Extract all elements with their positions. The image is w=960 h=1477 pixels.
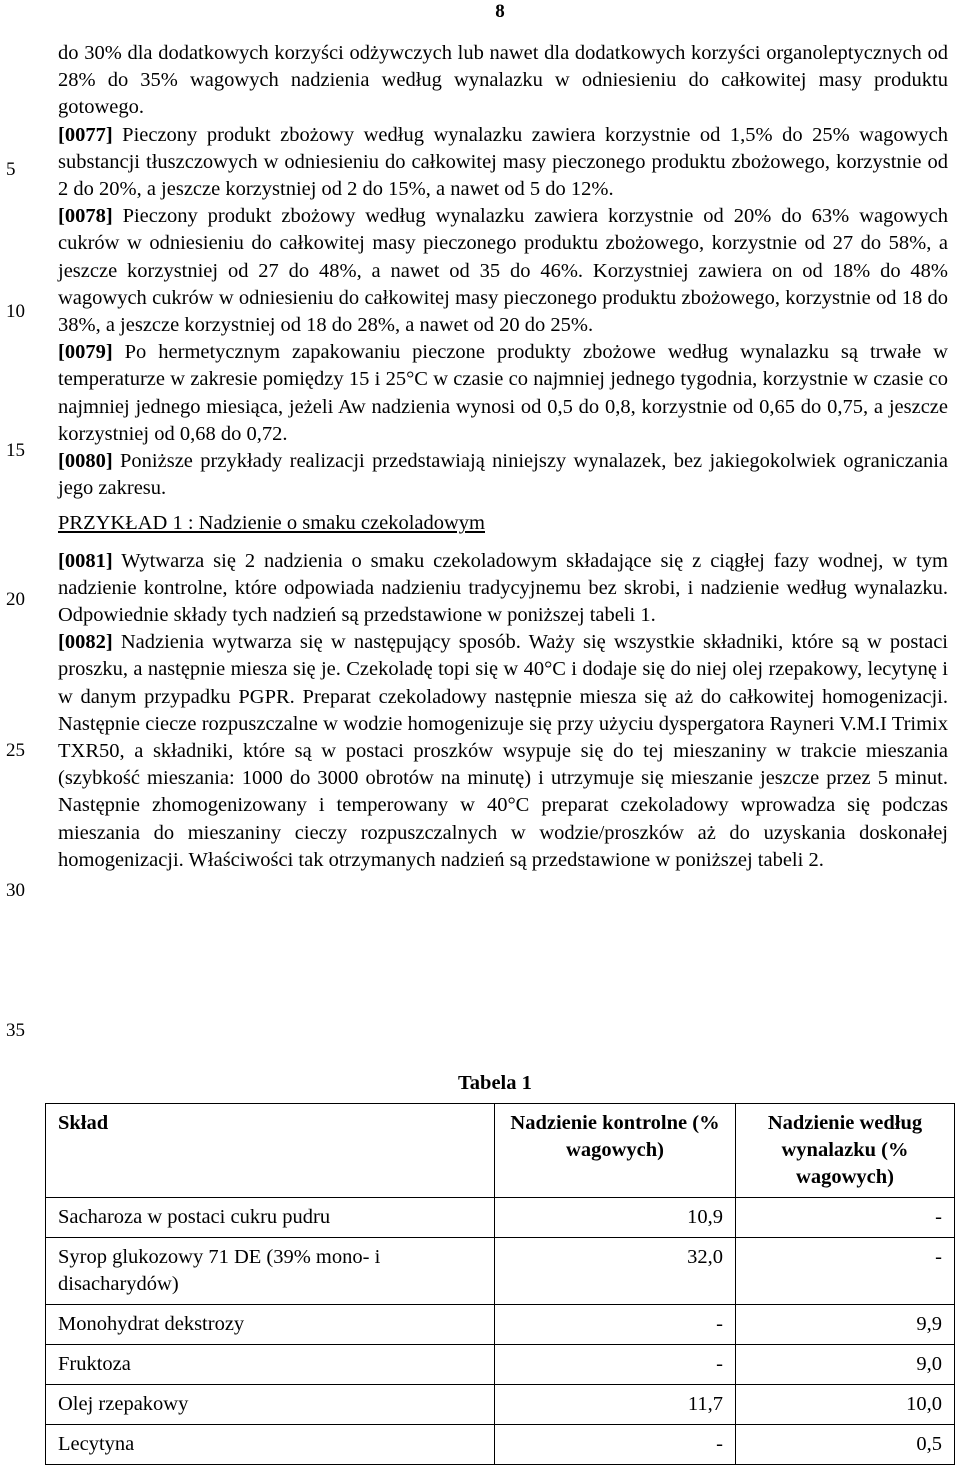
cell-control: 11,7 <box>495 1385 736 1425</box>
composition-table <box>45 1103 955 1465</box>
cell-invention: - <box>736 1198 955 1238</box>
paragraph-number: [0081] <box>58 549 113 572</box>
header-wynalazek: Nadzienie według wynalazku (% wagowych) <box>736 1104 955 1198</box>
section-heading: PRZYKŁAD 1 : Nadzienie o smaku czekoladowym <box>58 512 485 535</box>
cell-control: - <box>495 1305 736 1345</box>
line-number: 30 <box>6 880 25 901</box>
paragraph-number: [0079] <box>58 341 113 364</box>
cell-ingredient: Monohydrat dekstrozy <box>46 1305 495 1345</box>
paragraph-text: Po hermetycznym zapakowaniu pieczone produkty zbożowe według wynalazku są trwałe w temperaturze w zakresie pomiędzy 15 i 25°C w czasie co najmniej jednego tygodnia, korzystnie w czasie co najmniej jednego miesiąca, jeżeli Aw nadzienia wynosi od 0,5 do 0,8, korzystnie od 0,65 do 0,75, a jeszcze korzystniej od 0,68 do 0,72. <box>58 341 948 445</box>
line-number: 15 <box>6 440 25 461</box>
paragraph-0077 <box>58 122 948 204</box>
cell-control: 10,9 <box>495 1198 736 1238</box>
paragraph-0080 <box>58 448 948 502</box>
cell-invention: 9,9 <box>736 1305 955 1345</box>
table-row <box>46 1305 955 1345</box>
line-number: 20 <box>6 589 25 610</box>
table-row <box>46 1425 955 1465</box>
cell-control: - <box>495 1345 736 1385</box>
table-row <box>46 1345 955 1385</box>
document-body <box>58 40 948 874</box>
header-sklad: Skład <box>46 1104 495 1198</box>
table-caption: Tabela 1 <box>458 1072 532 1094</box>
line-number: 5 <box>6 159 16 180</box>
table-row <box>46 1198 955 1238</box>
paragraph-number: [0082] <box>58 631 113 654</box>
cell-ingredient: Syrop glukozowy 71 DE (39% mono- i disacharydów) <box>46 1238 495 1305</box>
paragraph-0079 <box>58 339 948 448</box>
line-number: 10 <box>6 301 25 322</box>
line-number: 35 <box>6 1020 25 1041</box>
paragraph-number: [0077] <box>58 123 113 146</box>
cell-control: 32,0 <box>495 1238 736 1305</box>
paragraph-intro: do 30% dla dodatkowych korzyści odżywczych lub nawet dla dodatkowych korzyści organoleptycznych od 28% do 35% wagowych nadzienia według wynalazku w odniesieniu do całkowitej masy produktu gotowego. <box>58 42 948 119</box>
paragraph-0081 <box>58 548 948 630</box>
cell-ingredient: Sacharoza w postaci cukru pudru <box>46 1198 495 1238</box>
cell-invention: 9,0 <box>736 1345 955 1385</box>
paragraph-number: [0078] <box>58 205 113 228</box>
paragraph-text: Poniższe przykłady realizacji przedstawiają niniejszy wynalazek, bez jakiegokolwiek ograniczania jego zakresu. <box>58 450 948 500</box>
paragraph-text: Pieczony produkt zbożowy według wynalazku zawiera korzystnie od 1,5% do 25% wagowych substancji tłuszczowych w odniesieniu do całkowitej masy pieczonego produktu zbożowego, korzystnie od 2 do 20%, a jeszcze korzystniej od 2 do 15%, a nawet od 5 do 12%. <box>58 123 948 201</box>
paragraph-text: Nadzienia wytwarza się w następujący sposób. Waży się wszystkie składniki, które są w postaci proszku, a następnie miesza się je. Czekoladę topi się w 40°C i dodaje się do niej olej rzepakowy, lecytynę i w danym przypadku PGPR. Preparat czekoladowy następnie miesza się aż do całkowitej homogenizacji. Następnie ciecze rozpuszczalne w wodzie homogenizuje się przy użyciu dyspergatora Rayneri V.M.I Trimix TXR50, a składniki, które są w postaci proszków wsypuje się do tej mieszaniny w trakcie mieszania (szybkość mieszania: 1000 do 3000 obrotów na minutę) i utrzymuje się mieszanie jeszcze przez 5 minut. Następnie zhomogenizowany i temperowany w 40°C preparat czekoladowy wprowadza się podczas mieszania do mieszaniny cieczy rozpuszczalnych w wodzie/proszków aż do uzyskania doskonałej homogenizacji. Właściwości tak otrzymanych nadzień są przedstawione w poniższej tabeli 2. <box>58 631 948 871</box>
cell-invention: 10,0 <box>736 1385 955 1425</box>
paragraph-number: [0080] <box>58 450 113 473</box>
header-kontrolne: Nadzienie kontrolne (% wagowych) <box>495 1104 736 1198</box>
cell-invention: - <box>736 1238 955 1305</box>
paragraph-text: Wytwarza się 2 nadzienia o smaku czekoladowym składające się z ciągłej fazy wodnej, w tym nadzienie kontrolne, które odpowiada nadzieniu tradycyjnemu bez skrobi, i nadzienie według wynalazku. Odpowiednie składy tych nadzień są przedstawione w poniższej tabeli 1. <box>58 549 948 627</box>
table-row <box>46 1385 955 1425</box>
table-row <box>46 1238 955 1305</box>
line-number: 25 <box>6 740 25 761</box>
paragraph-text: Pieczony produkt zbożowy według wynalazku zawiera korzystnie od 20% do 63% wagowych cukrów w odniesieniu do całkowitej masy pieczonego produktu zbożowego, korzystnie od 27 do 58%, a jeszcze korzystniej od 27 do 48%, a nawet od 35 do 46%. Korzystniej zawiera on od 18% do 48% wagowych cukrów w odniesieniu do całkowitej masy pieczonego produktu zbożowego, korzystnie od 18 do 38%, a jeszcze korzystniej od 18 do 28%, a nawet od 20 do 25%. <box>58 205 948 337</box>
cell-ingredient: Olej rzepakowy <box>46 1385 495 1425</box>
cell-ingredient: Lecytyna <box>46 1425 495 1465</box>
cell-ingredient: Fruktoza <box>46 1345 495 1385</box>
table-header-row <box>46 1104 955 1198</box>
paragraph-0082 <box>58 629 948 874</box>
paragraph-0078 <box>58 203 948 339</box>
page-number: 8 <box>495 1 505 22</box>
cell-invention: 0,5 <box>736 1425 955 1465</box>
cell-control: - <box>495 1425 736 1465</box>
